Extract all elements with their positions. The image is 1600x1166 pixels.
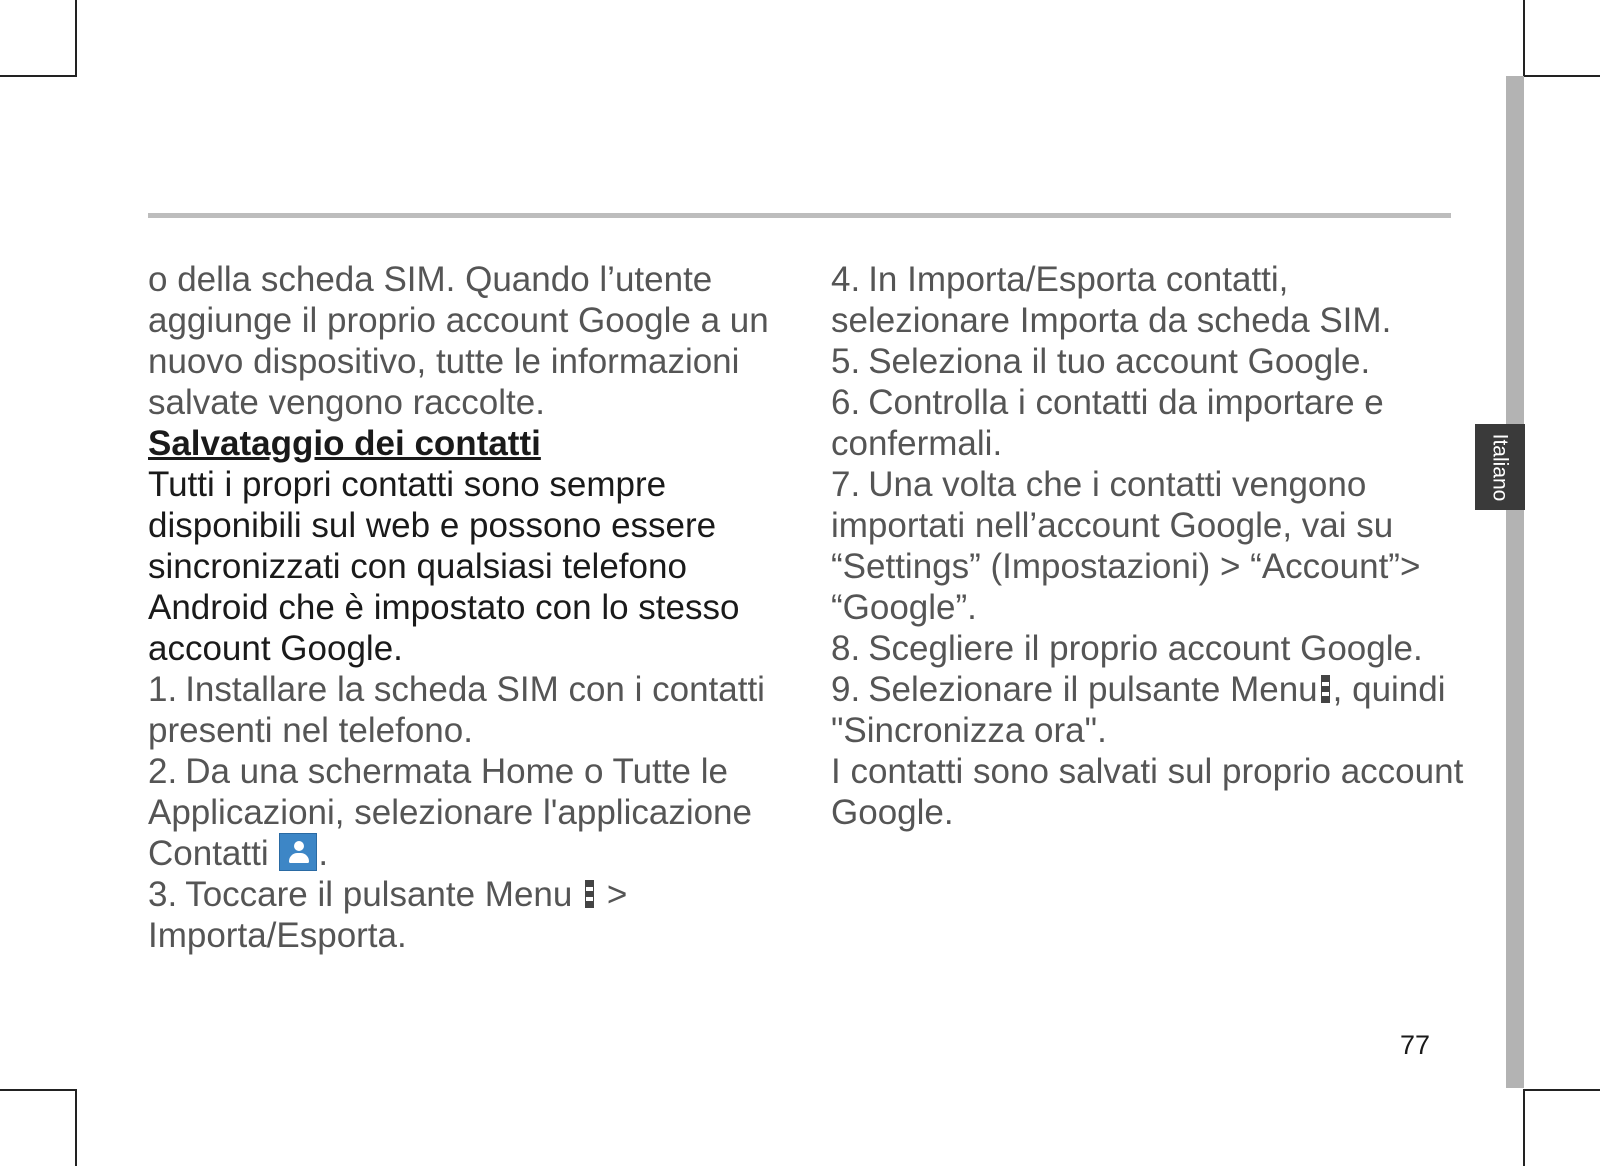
- crop-mark-bottom-right-v: [1523, 1089, 1525, 1166]
- menu-icon: [1321, 675, 1330, 703]
- step-8-number: 8.: [831, 629, 861, 668]
- step-6-number: 6.: [831, 383, 861, 422]
- step-7: [831, 464, 1476, 628]
- step-9-text-end: , quindi "Sincronizza ora".: [831, 670, 1446, 750]
- step-7-text: Una volta che i contatti vengono importati nell’account Google, vai su “Settings” (Impostazioni) > “Account”> “Google”.: [831, 465, 1421, 627]
- step-5-text: Seleziona il tuo account Google.: [868, 342, 1371, 381]
- step-7-number: 7.: [831, 465, 861, 504]
- step-1: [148, 669, 788, 751]
- step-3-number: 3.: [148, 875, 178, 914]
- step-6: [831, 382, 1476, 464]
- step-1-number: 1.: [148, 670, 178, 709]
- step-3-text: Toccare il pulsante Menu: [185, 875, 573, 914]
- step-2-text: Da una schermata Home o Tutte le Applicazioni, selezionare l'applicazione Contatti: [148, 752, 752, 873]
- closing-paragraph: I contatti sono salvati sul proprio account Google.: [831, 752, 1464, 832]
- step-6-text: Controlla i contatti da importare e confermali.: [831, 383, 1384, 463]
- step-2: [148, 751, 788, 874]
- step-4-number: 4.: [831, 260, 861, 299]
- step-1-text: Installare la scheda SIM con i contatti presenti nel telefono.: [148, 670, 765, 750]
- crop-mark-top-left-v: [75, 0, 77, 77]
- step-8-text: Scegliere il proprio account Google.: [868, 629, 1423, 668]
- step-9-text: Selezionare il pulsante Menu: [868, 670, 1318, 709]
- crop-mark-top-right-h: [1523, 75, 1600, 77]
- contacts-app-icon: [279, 833, 317, 871]
- step-4-text: In Importa/Esporta contatti, selezionare Importa da scheda SIM.: [831, 260, 1392, 340]
- crop-mark-top-left-h: [0, 75, 77, 77]
- step-5: [831, 341, 1476, 382]
- header-rule: [148, 213, 1451, 218]
- step-3: [148, 874, 788, 956]
- side-margin-bar: [1506, 76, 1524, 1088]
- menu-icon: [585, 880, 594, 908]
- step-9: [831, 669, 1476, 751]
- language-tab: [1475, 424, 1525, 510]
- crop-mark-top-right-v: [1523, 0, 1525, 77]
- page-number: 77: [1400, 1030, 1431, 1060]
- crop-mark-bottom-right-h: [1523, 1089, 1600, 1091]
- step-8: [831, 628, 1476, 669]
- step-9-number: 9.: [831, 670, 861, 709]
- right-column: [831, 259, 1476, 833]
- language-tab-label: Italiano: [1488, 433, 1512, 501]
- step-2-number: 2.: [148, 752, 178, 791]
- step-2-end: .: [318, 834, 329, 873]
- step-3-text-end: > Importa/Esporta.: [148, 875, 628, 955]
- step-4: [831, 259, 1476, 341]
- body-paragraph: Tutti i propri contatti sono sempre disponibili sul web e possono essere sincronizzati con qualsiasi telefono Android che è impostato con lo stesso account Google.: [148, 465, 740, 668]
- section-heading: Salvataggio dei contatti: [148, 424, 541, 463]
- step-5-number: 5.: [831, 342, 861, 381]
- crop-mark-bottom-left-h: [0, 1089, 77, 1091]
- left-column: [148, 259, 788, 956]
- intro-paragraph: o della scheda SIM. Quando l’utente aggiunge il proprio account Google a un nuovo dispositivo, tutte le informazioni salvate vengono raccolte.: [148, 260, 769, 422]
- crop-mark-bottom-left-v: [75, 1089, 77, 1166]
